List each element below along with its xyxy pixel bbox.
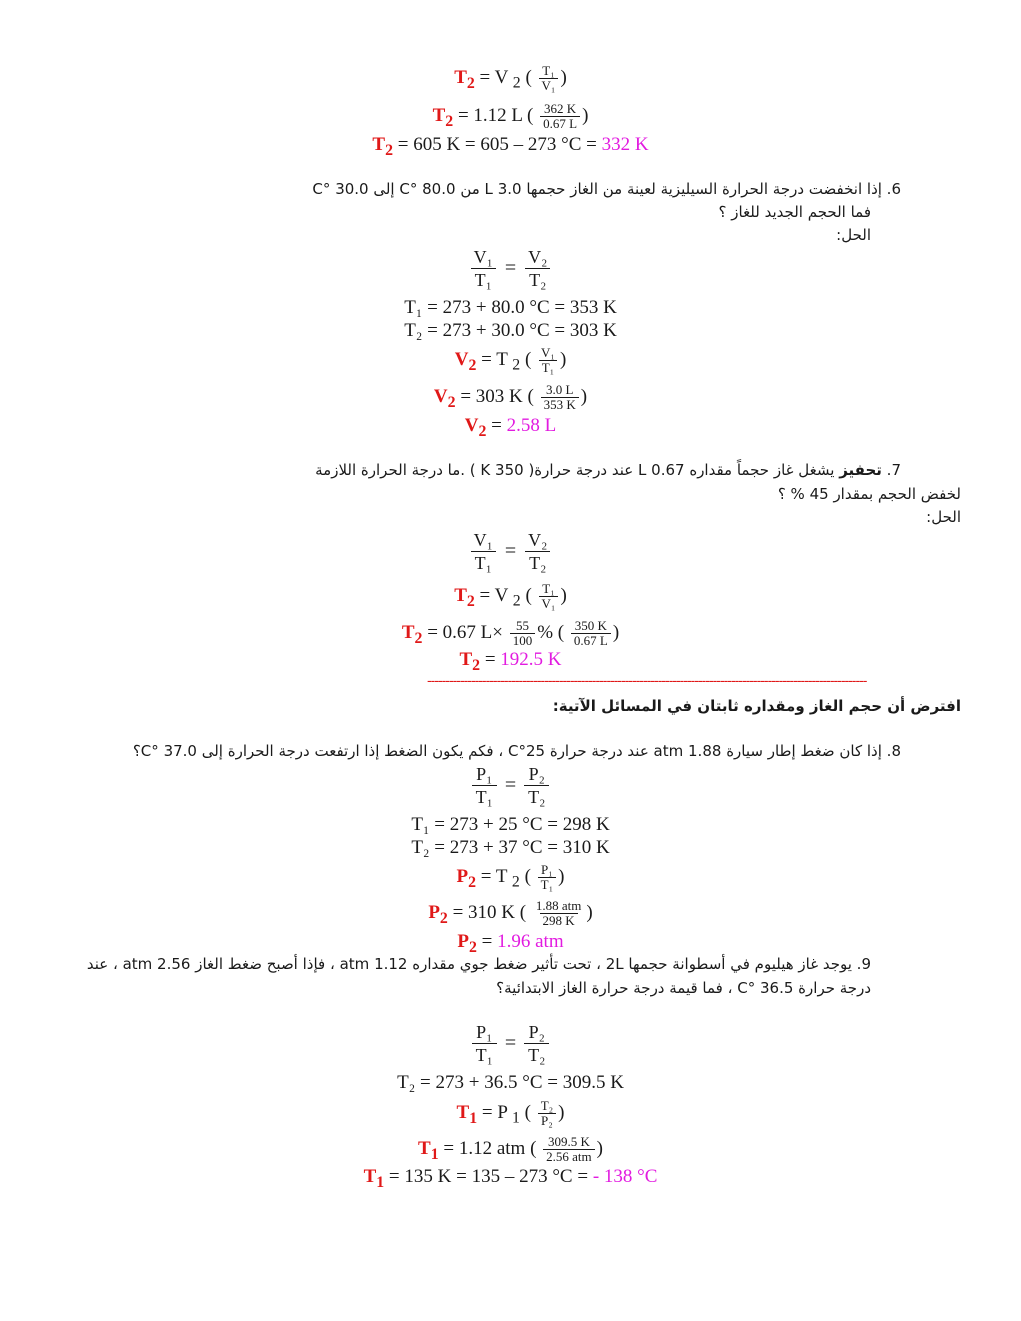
- top-step-1: $T_2 = V$ $_2$ ( $\frac{\text{T₁}}{\text{V₁}}$ ): [454, 63, 567, 93]
- answer: - 138 °C: [592, 1166, 658, 1187]
- answer: 332 K: [601, 134, 649, 155]
- q6-charles-law: $\frac{\text{V₁}}{\text{T₁}}$ = $\frac{\text{V₂}}{\text{T₂}}$: [0, 246, 1021, 291]
- q7-step-2: $T_2 = 0.67$ L× $\frac{55}{100}$ % ( $\frac{350 K}{0.67 L}$ ): [401, 618, 620, 648]
- q7-step-3: $T_2 = 192.5$ K: [459, 649, 562, 674]
- q6-t1: T₁ = 273 + 80.0 °C = 353 K: [404, 297, 617, 318]
- q9-text-line-1: 9. يوجد غاز هيليوم في أسطوانة حجمها 2L ، تحت تأثير ضغط جوي مقداره 1.12 atm ، فإذا أصبح ضغط الغاز 2.56 atm ، عند: [86, 955, 871, 973]
- assumption-heading: افترض أن حجم الغاز ومقداره ثابتان في المسائل الآتية:: [552, 697, 961, 715]
- answer: 192.5 K: [500, 649, 562, 670]
- q7-step-1: $T_2 = V$ $_2$ ( $\frac{\text{T₁}}{\text{V₁}}$ ): [454, 581, 567, 611]
- fraction: $\frac{362 K}{0.67 L}$: [540, 102, 580, 131]
- answer: 2.58 L: [506, 415, 557, 436]
- q7-solution-label: الحل:: [926, 508, 961, 526]
- q8-text: 8. إذا كان ضغط إطار سيارة 1.88 atm عند درجة حرارة 25°C ، فكم يكون الضغط إذا ارتفعت درجة الحرارة إلى 37.0 °C؟: [132, 742, 901, 760]
- fraction: $\frac{\text{T₁}}{\text{V₁}}$: [539, 64, 559, 93]
- q7-text-line-2: لخفض الحجم بمقدار 45 % ؟: [777, 485, 961, 503]
- q8-step-1: $P_2 = T$ $_2$ ( $\frac{\text{P₁}}{\text{T₁}}$ ): [456, 862, 565, 892]
- q6-step-1: $V_2 = T$ $_2$ ( $\frac{\text{V₁}}{\text{T₁}}$ ): [454, 345, 567, 375]
- q8-step-3: $P_2 = 1.96$ atm: [457, 931, 564, 956]
- q9-text-line-2: درجة حرارة 36.5 °C ، فما قيمة درجة حرارة الغاز الابتدائية؟: [496, 979, 871, 997]
- top-step-3: $T_2 = 605$ K = 605 – 273 °C = 332 K: [372, 134, 649, 159]
- q6-step-3: $V_2 = 2.58$ L: [464, 415, 557, 440]
- dashed-separator: ------------------------------------------------------------------------------------------------------------------------: [427, 672, 867, 688]
- q9-gay-lussac-law: $\frac{\text{P₁}}{\text{T₁}}$ = $\frac{\text{P₂}}{\text{T₂}}$: [0, 1021, 1021, 1066]
- q8-t1: T₁ = 273 + 25 °C = 298 K: [411, 814, 610, 835]
- q6-text-line-1: 6. إذا انخفضت درجة الحرارة السيليزية لعينة من الغاز حجمها 3.0 L من 80.0 °C إلى 30.0 °C: [312, 180, 901, 198]
- q8-step-2: $P_2 = 310$ K ( $\frac{\text{1.88 atm}}{298 K}$ ): [428, 898, 593, 928]
- q9-t2: T₂ = 273 + 36.5 °C = 309.5 K: [397, 1072, 624, 1093]
- q7-text-line-1: 7. تحفيز يشغل غاز حجماً مقداره 0.67 L عند درجة حرارة( 350 K ) .ما درجة الحرارة اللازمة: [315, 461, 901, 479]
- q8-t2: T₂ = 273 + 37 °C = 310 K: [411, 837, 610, 858]
- top-step-2: $T_2 = 1.12$ L ( $\frac{362 K}{0.67 L}$ ): [432, 101, 589, 131]
- q9-step-3: $T_1 = 135$ K = 135 – 273 °C = - 138 °C: [363, 1166, 658, 1191]
- q6-t2: T₂ = 273 + 30.0 °C = 303 K: [404, 320, 617, 341]
- q6-text-line-2: فما الحجم الجديد للغاز ؟: [718, 203, 871, 221]
- q6-solution-label: الحل:: [836, 226, 871, 244]
- q6-step-2: $V_2 = 303$ K ( $\frac{3.0 L}{353 K}$ ): [433, 382, 588, 412]
- q8-gay-lussac-law: $\frac{\text{P₁}}{\text{T₁}}$ = $\frac{\text{P₂}}{\text{T₂}}$: [0, 763, 1021, 808]
- q9-step-2: $T_1 = 1.12$ atm ( $\frac{309.5 K}{\text{2.56 atm}}$ ): [418, 1134, 603, 1164]
- q7-charles-law: $\frac{\text{V₁}}{\text{T₁}}$ = $\frac{\text{V₂}}{\text{T₂}}$: [0, 529, 1021, 574]
- q9-step-1: $T_1 = P$ $_1$ ( $\frac{\text{T₂}}{\text{P₂}}$ ): [456, 1098, 565, 1128]
- answer: 1.96 atm: [497, 931, 564, 952]
